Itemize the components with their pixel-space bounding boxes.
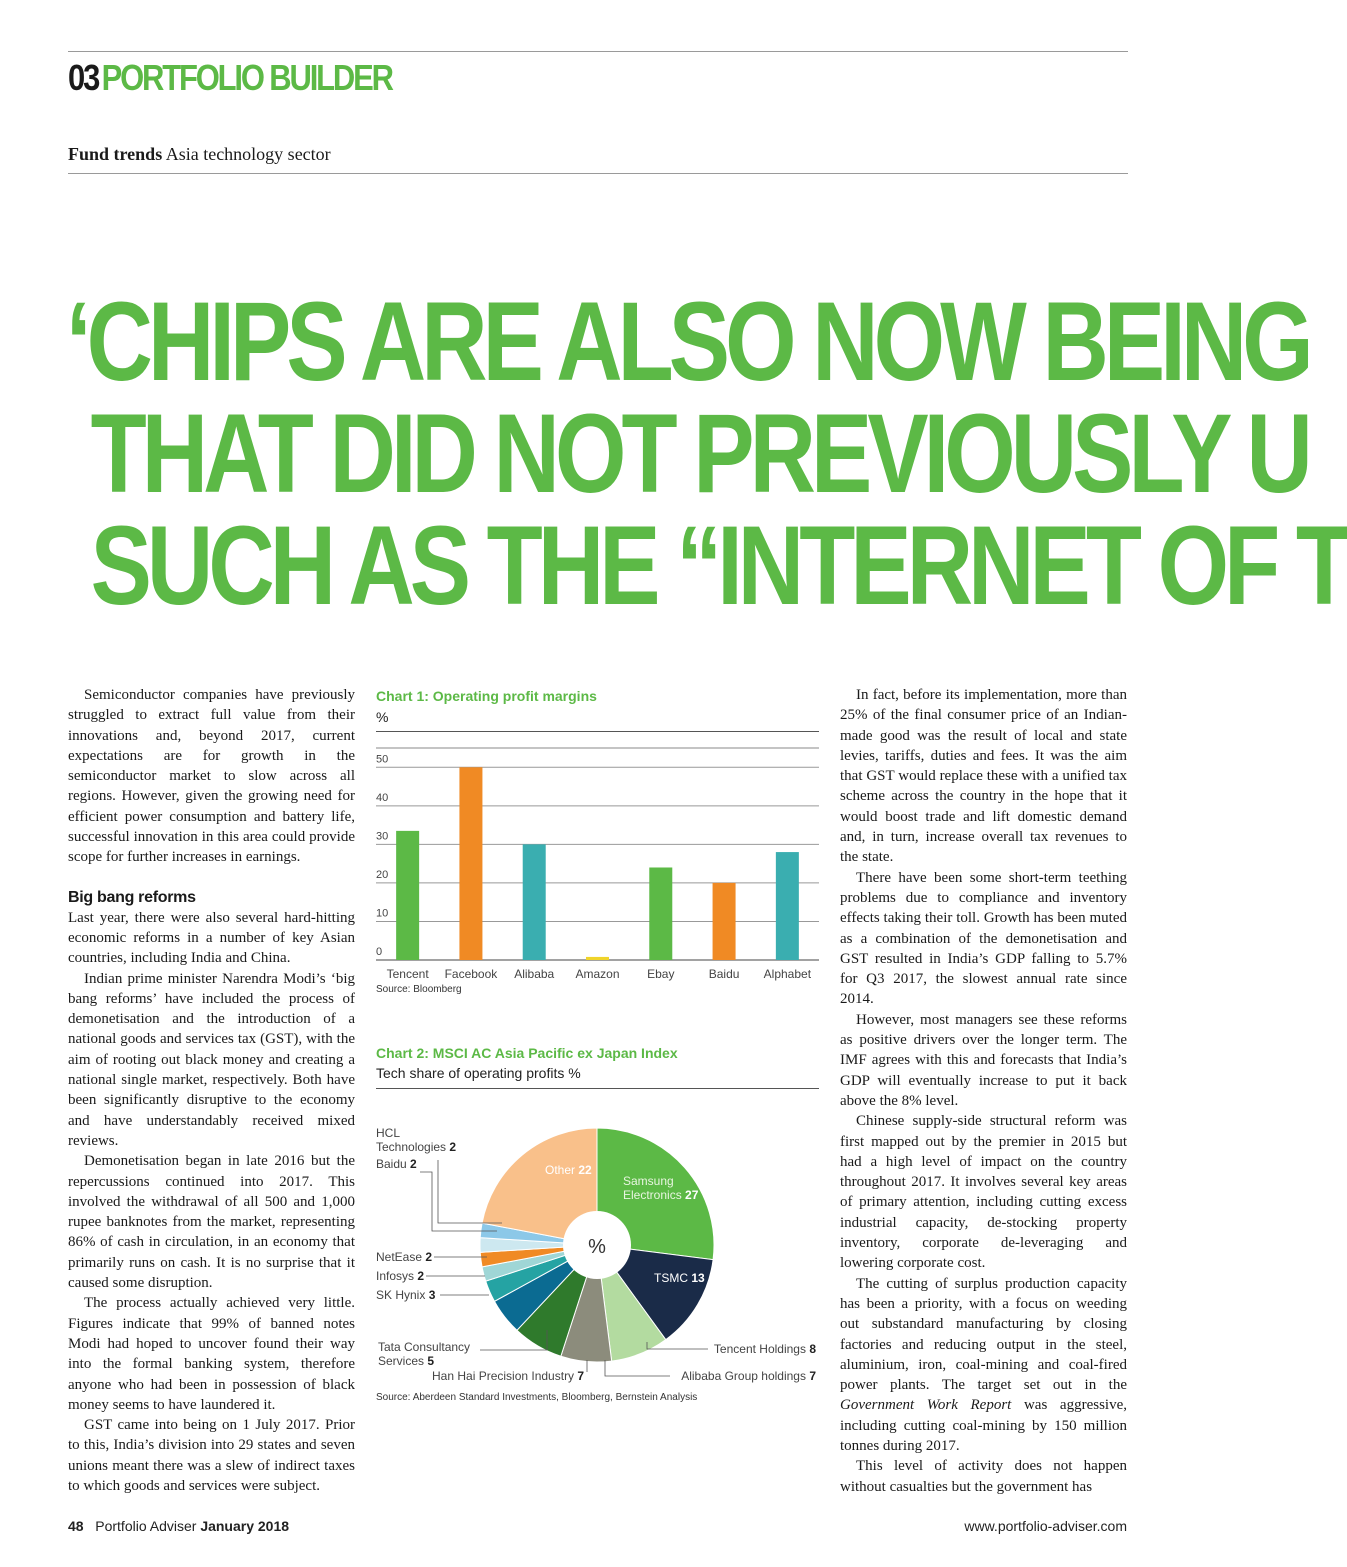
paragraph: Semiconductor companies have previously struggled to extract full value from their innovations and, beyond 2017, current expectations are for growth in the semiconductor market to slow across all regions. However, given the growing need for efficient power consumption and battery life, successful innovation in this area could provide scope for further increases in earnings. — [68, 687, 355, 866]
chart1-bar — [586, 957, 609, 960]
paragraph-text: was aggressive, including cutting coal-mining by 150 million tonnes during 2017. — [840, 1397, 1127, 1454]
paragraph: In fact, before its implementation, more than 25% of the final consumer price of an Indian-made good was the result of local and state levies, tariffs, duties and fees. It was the aim that GST would replace these with a unified tax scheme across the country in the hope that it would boost trade and lift domestic demand and, in turn, increase overall tax revenues to the state. — [840, 687, 1127, 866]
chart1-bar — [459, 767, 482, 960]
chart2-slice-label: Tencent Holdings 8 — [713, 1342, 816, 1356]
chart2-slice-label: Baidu 2 — [376, 1157, 417, 1171]
chart1-source: Source: Bloomberg — [376, 984, 462, 995]
paragraph: GST came into being on 1 July 2017. Prior to this, India’s division into 29 states and seven unions meant there was a slew of indirect taxes to which goods and services were subject. — [68, 1417, 355, 1494]
pull-quote-line-2: THAT DID NOT PREVIOUSLY U — [90, 391, 1308, 516]
paragraph: Indian prime minister Narendra Modi’s ‘big bang reforms’ have included the process of demonetisation and the introduction of a national goods and services tax (GST), with the aim of rooting out black money and creating a national single market, respectively. Both have been significantly disruptive to the economy and have understandably received mixed reviews. — [68, 970, 355, 1149]
chart2-center-label: % — [588, 1236, 606, 1258]
paragraph: However, most managers see these reforms as positive drivers over the longer term. The IMF agrees with this and forecasts that India’s GDP will eventually increase to put it back above the 8% level. — [840, 1011, 1127, 1109]
paragraph: There have been some short-term teething problems due to compliance and inventory effects taking their toll. Growth has been muted as a combination of the demonetisation and GST resulted in India’s GDP falling to 5.7% for Q3 2017, the slowest annual rate since 2014. — [840, 869, 1127, 1008]
chart1-bar — [649, 867, 672, 960]
chart2-slice-label: Tata Consultancy Services 5 — [378, 1340, 471, 1368]
chart2-slice-label: Han Hai Precision Industry 7 — [432, 1369, 585, 1383]
chart2-slice-label: TSMC 13 — [654, 1271, 705, 1285]
article-column-right — [840, 685, 1127, 1497]
chart1-x-tick-label: Baidu — [708, 967, 740, 981]
chart1-x-tick-label: Ebay — [647, 967, 675, 981]
chart2-rule — [376, 1088, 819, 1089]
chart1-x-tick-label: Alibaba — [514, 967, 555, 981]
chart1-y-tick-label: 40 — [376, 791, 389, 804]
chart2-slice-label: Infosys 2 — [376, 1269, 425, 1283]
chart1-x-tick-label: Tencent — [386, 967, 429, 981]
page-number: 48 — [68, 1518, 84, 1534]
publication-name: Portfolio Adviser — [95, 1518, 197, 1534]
paragraph: This level of activity does not happen without casualties but the government has — [840, 1458, 1127, 1495]
chart1-bar — [396, 831, 419, 960]
chart1-x-tick-label: Alphabet — [763, 967, 812, 981]
paragraph: The process actually achieved very little. Figures indicate that 99% of banned notes Modi had hoped to uncover found their way into the formal banking system, therefore anyone who had been in possession of black money seems to have laundered it. — [68, 1295, 355, 1413]
paragraph: Demonetisation began in late 2016 but the repercussions continued into 2017. This involved the withdrawal of all 500 and 1,000 rupee banknotes from the market, representing 86% of cash in circulation, in an economy that primarily runs on cash. It is no surprise that it caused some disruption. — [68, 1153, 355, 1292]
chart1-y-tick-label: 50 — [376, 753, 389, 766]
chart1-x-tick-label: Amazon — [575, 967, 620, 981]
chart2-slice-label: Samsung Electronics 27 — [623, 1174, 699, 1202]
sub-rule — [68, 173, 1128, 174]
chart2-slice-label: NetEase 2 — [376, 1250, 433, 1264]
chart1-rule — [376, 731, 819, 732]
chart1-unit: % — [376, 709, 389, 725]
subheading: Big bang reforms — [68, 888, 196, 906]
fund-trends-bold: Fund trends — [68, 144, 163, 164]
section-heading — [68, 58, 392, 98]
chart2-source: Source: Aberdeen Standard Investments, Bloomberg, Bernstein Analysis — [376, 1392, 698, 1403]
footer-website: www.portfolio-adviser.com — [964, 1518, 1127, 1534]
pull-quote — [66, 279, 1347, 628]
chart1-y-tick-label: 10 — [376, 907, 389, 920]
chart1-y-tick-label: 0 — [376, 946, 383, 958]
pull-quote-line-1: ‘CHIPS ARE ALSO NOW BEING — [66, 279, 1309, 404]
chart1-y-tick-label: 20 — [376, 868, 389, 881]
report-title: Government Work Report — [840, 1397, 1012, 1414]
top-rule — [68, 51, 1128, 52]
chart2-subtitle: Tech share of operating profits % — [376, 1065, 581, 1081]
paragraph: Last year, there were also several hard-hitting economic reforms in a number of key Asian countries, including India and China. — [68, 909, 355, 967]
chart1-y-tick-label: 30 — [376, 830, 389, 843]
chart2-slice-label: HCL Technologies 2 — [376, 1126, 457, 1154]
pull-quote-line-3: SUCH AS THE “INTERNET OF T — [90, 503, 1347, 628]
section-name: PORTFOLIO BUILDER — [101, 57, 392, 98]
chart2-pie-chart — [370, 1110, 830, 1390]
chart2-slice-label: Other 22 — [545, 1163, 592, 1177]
fund-trends-label — [68, 143, 331, 165]
section-number: 03 — [68, 57, 99, 98]
article-column-left — [68, 685, 355, 1496]
chart1-bar — [776, 852, 799, 960]
chart1-bar-chart — [370, 740, 822, 984]
chart2-slice-label: SK Hynix 3 — [376, 1288, 436, 1302]
fund-trends-topic: Asia technology sector — [162, 144, 331, 164]
chart2-leader-line — [605, 1360, 670, 1376]
chart2-slice-label: Alibaba Group holdings 7 — [681, 1369, 816, 1383]
paragraph — [840, 1274, 1127, 1457]
chart2-title: Chart 2: MSCI AC Asia Pacific ex Japan Index — [376, 1045, 678, 1061]
issue-date: January 2018 — [200, 1518, 290, 1534]
chart1-x-tick-label: Facebook — [444, 967, 498, 981]
chart1-bar — [523, 844, 546, 960]
chart1-title: Chart 1: Operating profit margins — [376, 688, 597, 704]
chart1-bar — [713, 883, 736, 960]
paragraph-text: The cutting of surplus production capacity has been a priority, with a focus on weeding out substandard manufacturing by closing factories and reducing output in the steel, aluminium, iron, coal-mining and coal-fired power plants. The target set out in the — [840, 1275, 1127, 1394]
footer-left — [68, 1517, 289, 1535]
paragraph: Chinese supply-side structural reform was first mapped out by the premier in 2015 but had a high level of impact on the country throughout 2017. It involves several key areas of primary attention, including cutting excess industrial capacity, de-stocking property inventory, corporate de-leveraging and lowering corporate cost. — [840, 1113, 1127, 1272]
